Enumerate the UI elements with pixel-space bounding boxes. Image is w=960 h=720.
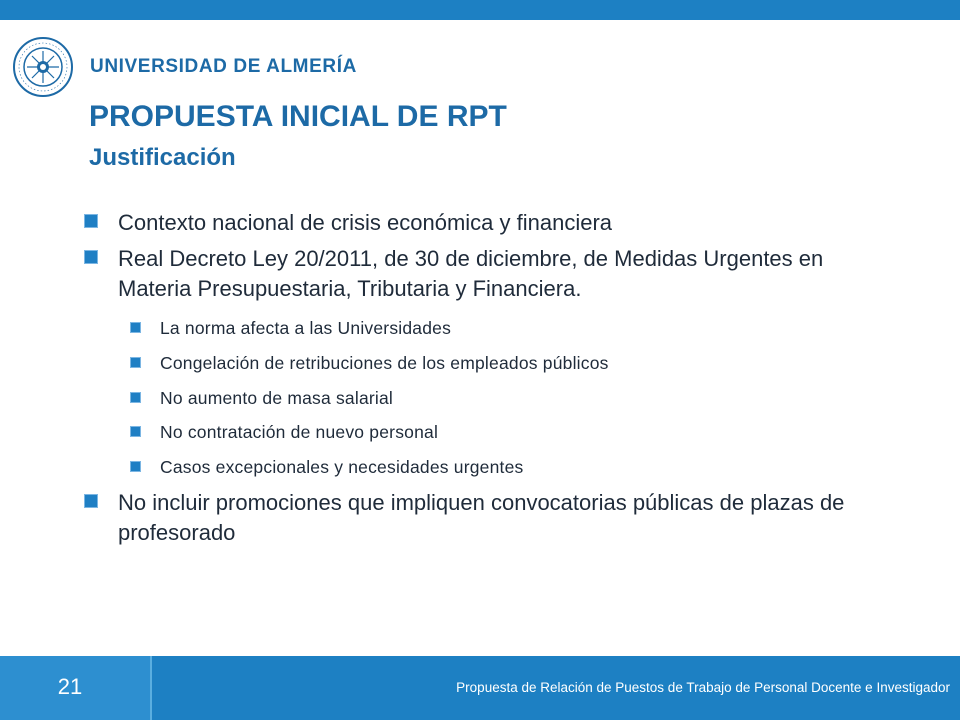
list-item	[84, 208, 612, 238]
list-item-text: Contexto nacional de crisis económica y financiera	[118, 210, 613, 235]
page-number: 21	[57, 674, 83, 699]
university-seal-logo	[12, 34, 74, 100]
footer-text: Propuesta de Relación de Puestos de Trabajo de Personal Docente e Investigador	[456, 680, 950, 695]
bullet-square-icon	[130, 392, 141, 403]
sub-list-item-text: La norma afecta a las Universidades	[160, 318, 452, 338]
sub-list-item	[130, 387, 393, 409]
institution-wordmark: UNIVERSIDAD DE ALMERÍA	[90, 56, 357, 77]
bullet-square-icon	[84, 250, 98, 264]
sub-list-item	[130, 421, 438, 443]
bullet-square-icon	[130, 322, 141, 333]
sub-list-item	[130, 456, 523, 478]
sub-list-item	[130, 352, 609, 374]
list-item	[84, 244, 904, 304]
bullet-square-icon	[130, 426, 141, 437]
bullet-square-icon	[130, 461, 141, 472]
top-bar	[0, 0, 960, 20]
list-item-text: No incluir promociones que impliquen convocatorias públicas de plazas de profesorado	[118, 490, 845, 545]
sub-list-item-text: Casos excepcionales y necesidades urgentes	[160, 457, 524, 477]
sub-list-item	[130, 317, 451, 339]
page-number-box	[0, 656, 152, 720]
bullet-square-icon	[84, 494, 98, 508]
bullet-square-icon	[84, 214, 98, 228]
slide-subtitle: Justificación	[89, 144, 236, 171]
bullet-square-icon	[130, 357, 141, 368]
sub-list-item-text: No contratación de nuevo personal	[160, 422, 439, 442]
footer-bar	[0, 656, 960, 720]
sub-list-item-text: Congelación de retribuciones de los empleados públicos	[160, 353, 609, 373]
slide-title: PROPUESTA INICIAL DE RPT	[89, 100, 507, 133]
sub-list-item-text: No aumento de masa salarial	[160, 388, 394, 408]
list-item	[84, 488, 904, 548]
list-item-text: Real Decreto Ley 20/2011, de 30 de diciembre, de Medidas Urgentes en Materia Presupuestaria, Tributaria y Financiera.	[118, 246, 824, 301]
